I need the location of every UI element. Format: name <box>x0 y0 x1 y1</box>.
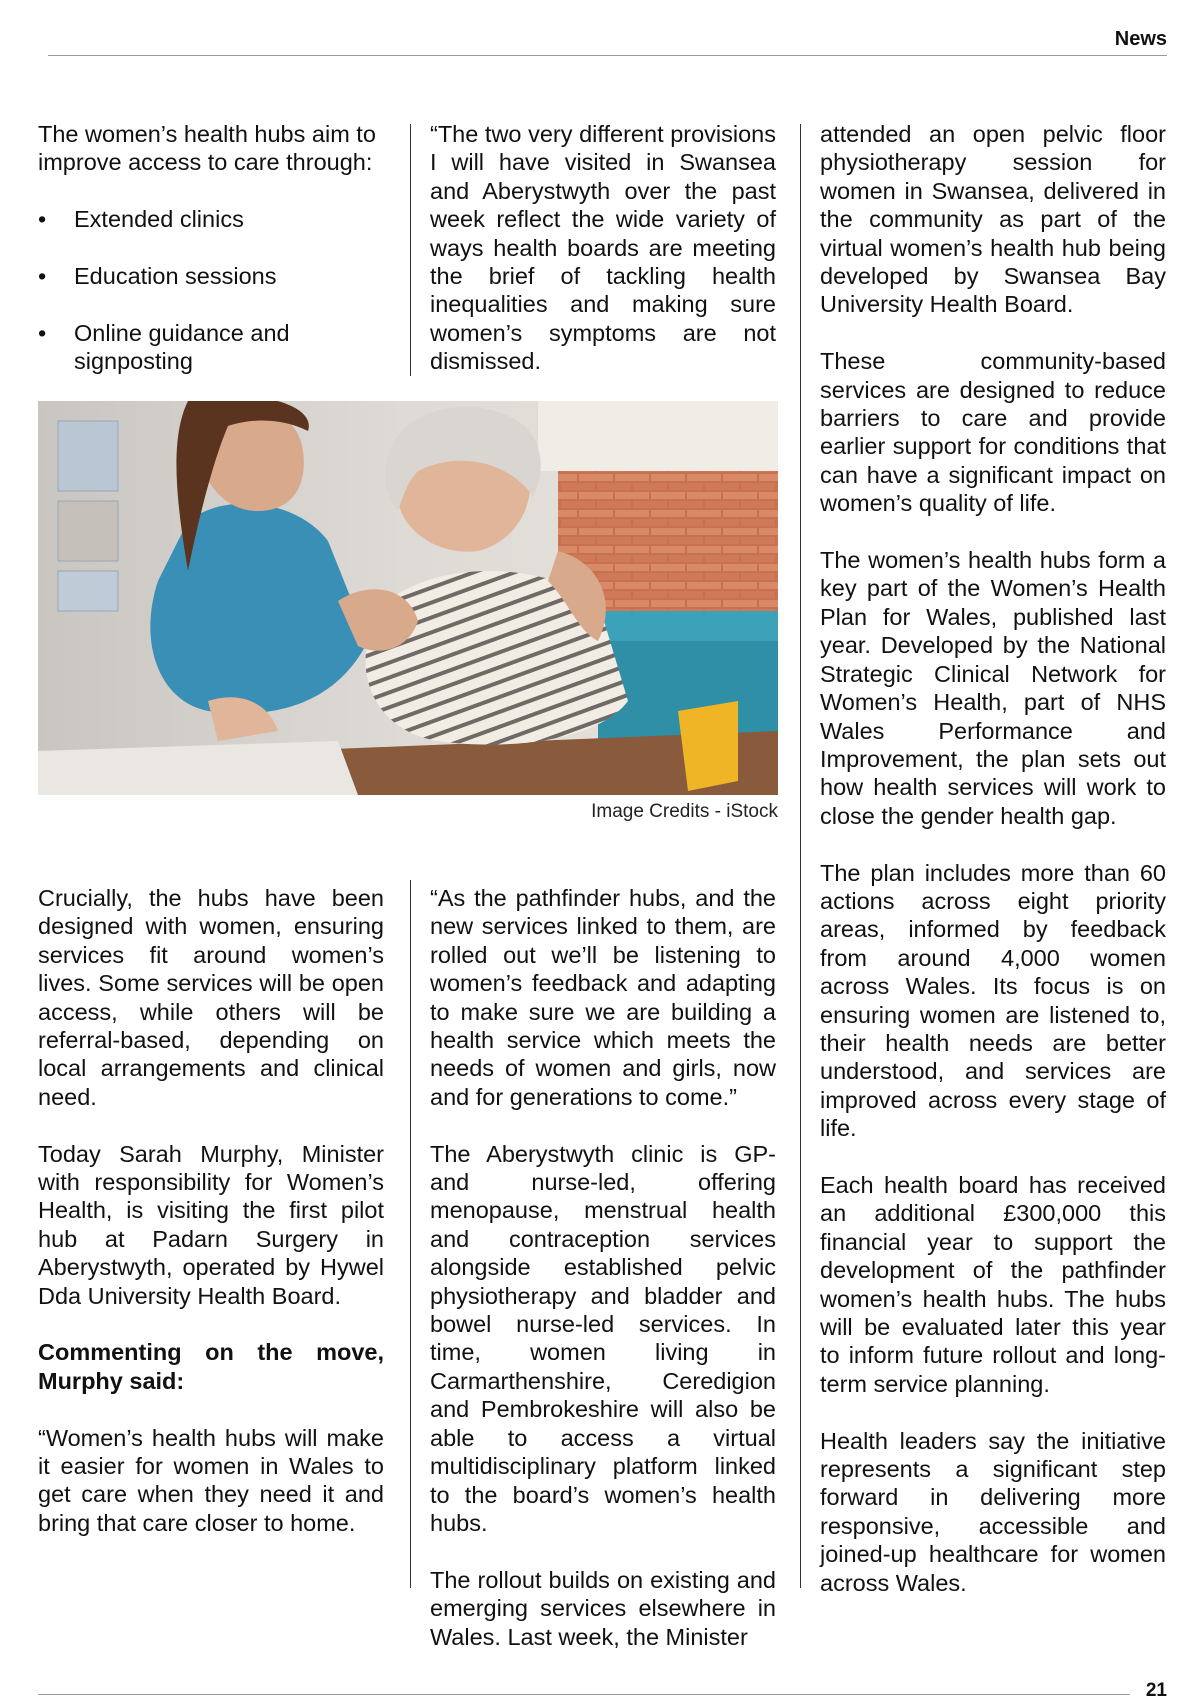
bullet-glyph: • <box>38 263 47 289</box>
paragraph: Today Sarah Murphy, Minister with responsibility for Women’s Health, is visiting the first pilot hub at Padarn Surgery in Aberystwyth, operated by Hywel Dda University Health Board. <box>38 1140 384 1309</box>
column-divider <box>410 124 411 376</box>
image-credit: Image Credits - iStock <box>591 801 778 822</box>
footer-rule <box>38 1694 1130 1695</box>
col2-top <box>430 120 776 376</box>
section-label: News <box>1114 28 1167 50</box>
paragraph: The plan includes more than 60 actions across eight priority areas, informed by feedback from around 4,000 women across Wales. Its focus is on ensuring women are listened to, their health needs are better understood, and services are improved across every stage of life. <box>820 859 1166 1142</box>
bullet-item <box>38 319 384 376</box>
paragraph: Health leaders say the initiative represents a significant step forward in delivering more responsive, accessible and joined-up healthcare for women across Wales. <box>820 1427 1166 1596</box>
col2-bottom <box>430 884 776 1651</box>
paragraph: These community-based services are designed to reduce barriers to care and provide earlier support for conditions that can have a significant impact on women’s quality of life. <box>820 348 1166 517</box>
quote-paragraph: “As the pathfinder hubs, and the new services linked to them, are rolled out we’ll be listening to women’s feedback and adapting to make sure we are building a health service which meets the needs of women and girls, now and for generations to come.” <box>430 885 776 1110</box>
quote-paragraph: “Women’s health hubs will make it easier for women in Wales to get care when they need it and bring that care closer to home. <box>38 1424 384 1536</box>
bullet-text: Extended clinics <box>74 206 244 233</box>
article-photo <box>38 401 778 795</box>
paragraph: The women’s health hubs form a key part of the Women’s Health Plan for Wales, published last year. Developed by the National Strategic Clinical Network for Women’s Health, part of NHS Wales Performance and Improvement, the plan sets out how health services will work to close the gender health gap. <box>820 547 1166 829</box>
paragraph: The Aberystwyth clinic is GP- and nurse-led, offering menopause, menstrual health and contraception services alongside established pelvic physiotherapy and bladder and bowel nurse-led services. In time, women living in Carmarthenshire, Ceredigion and Pembrokeshire will also be able to access a virtual multidisciplinary platform linked to the board’s women’s health hubs. <box>430 1140 776 1536</box>
paragraph: The rollout builds on existing and emerging services elsewhere in Wales. Last week, the Minister <box>430 1566 776 1650</box>
bullet-text: Online guidance and signposting <box>74 319 290 375</box>
access-bullet-list <box>38 205 384 375</box>
col1-top <box>38 120 384 376</box>
page-number: 21 <box>1145 1680 1167 1701</box>
bullet-text: Education sessions <box>74 263 277 289</box>
paragraph: Crucially, the hubs have been designed with women, ensuring services fit around women’s lives. Some services will be open access, while others will be referral-based, depending on local arrangements and clinical need. <box>38 885 384 1110</box>
header-rule <box>48 55 1167 56</box>
col3 <box>820 120 1166 1597</box>
column-divider <box>800 124 801 1588</box>
nurse-and-patient-illustration <box>38 401 778 795</box>
column-divider <box>410 880 411 1588</box>
bullet-glyph: • <box>38 206 47 233</box>
bullet-glyph: • <box>38 319 47 346</box>
intro-paragraph: The women’s health hubs aim to improve access to care through: <box>38 121 376 176</box>
bullet-item <box>38 262 384 290</box>
paragraph: attended an open pelvic floor physiotherapy session for women in Swansea, delivered in the community as part of the virtual women’s health hub being developed by Swansea Bay University Health Board. <box>820 121 1166 318</box>
quote-paragraph: “The two very different provisions I will have visited in Swansea and Aberystwyth over the past week reflect the wide variety of ways health boards are meeting the brief of tackling health inequalities and making sure women’s symptoms are not dismissed. <box>430 121 776 375</box>
col1-bottom <box>38 884 384 1537</box>
subheading: Commenting on the move, Murphy said: <box>38 1339 384 1394</box>
bullet-item <box>38 205 384 233</box>
paragraph: Each health board has received an additional £300,000 this financial year to support the development of the pathfinder women’s health hubs. The hubs will be evaluated later this year to inform future rollout and long-term service planning. <box>820 1171 1166 1397</box>
